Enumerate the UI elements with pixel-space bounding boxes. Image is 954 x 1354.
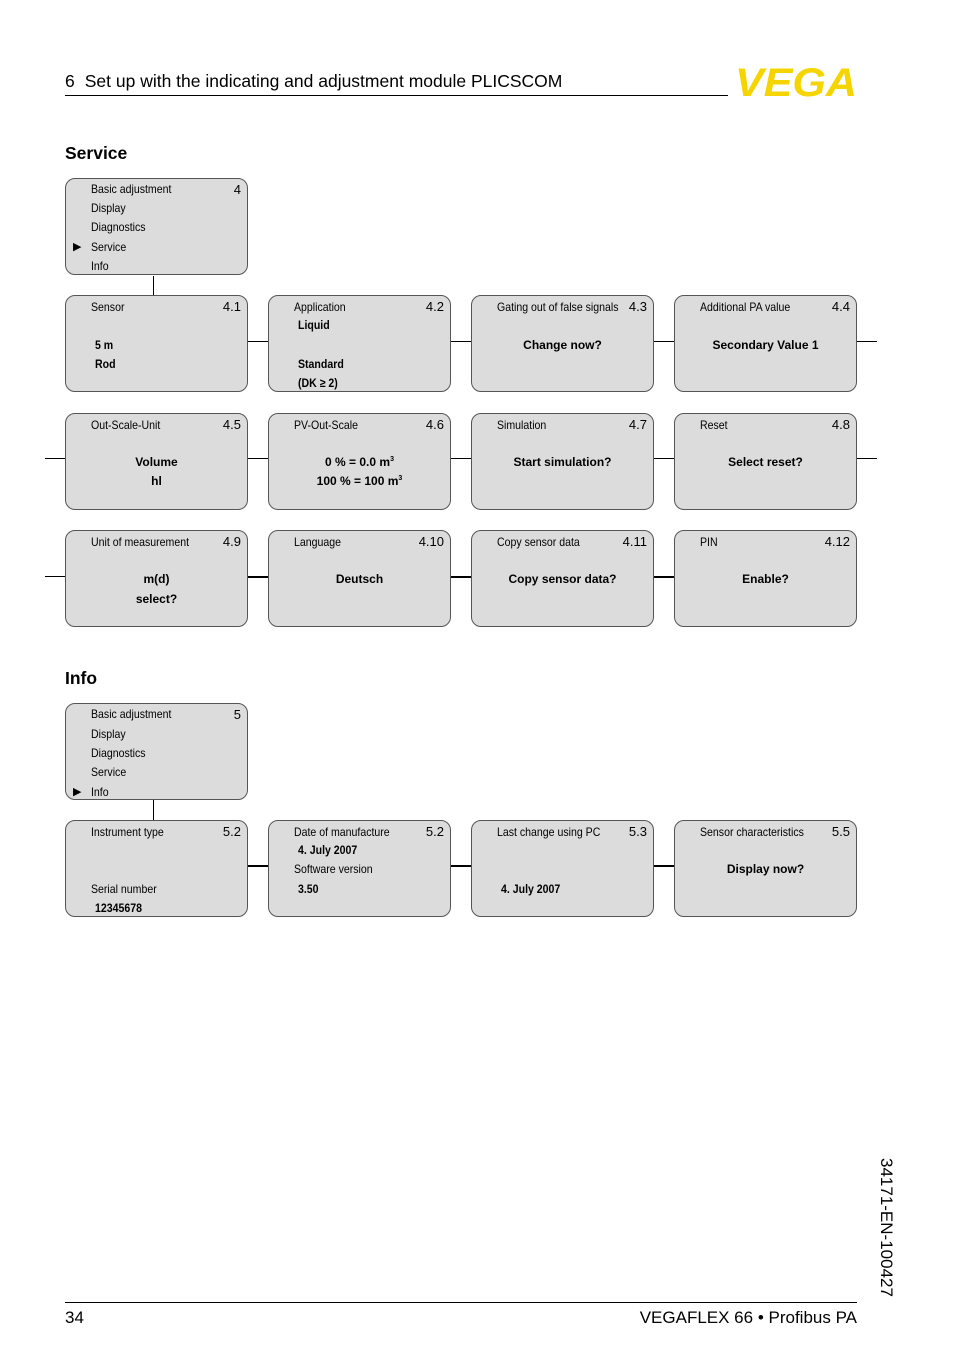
service-section-title: Service bbox=[65, 143, 128, 163]
selection-arrow-icon: ▶ bbox=[73, 241, 82, 253]
menu-item-basic-adjustment: Basic adjustment bbox=[91, 182, 172, 196]
connector-line bbox=[857, 458, 877, 459]
box-title: Application bbox=[294, 300, 346, 314]
box-number: 4.8 bbox=[831, 417, 850, 432]
box-title: Reset bbox=[700, 418, 728, 432]
connector-line bbox=[451, 341, 471, 342]
menu-number: 5 bbox=[233, 707, 241, 722]
box-number: 4.7 bbox=[628, 417, 647, 432]
box-gating-false-signals bbox=[471, 295, 654, 392]
box-label: Serial number bbox=[91, 882, 157, 896]
box-value: 100 % = 100 $m^3$ bbox=[316, 474, 403, 488]
chapter-heading bbox=[65, 71, 562, 92]
box-title: Gating out of false signals bbox=[497, 300, 619, 314]
box-number: 5.2 bbox=[425, 824, 444, 839]
connector-line bbox=[45, 576, 65, 577]
page-number: 34 bbox=[65, 1308, 84, 1327]
box-number: 4.9 bbox=[222, 534, 241, 549]
connector-line bbox=[654, 458, 674, 459]
box-value: Liquid bbox=[298, 318, 330, 332]
box-value: Copy sensor data? bbox=[508, 572, 617, 586]
box-copy-sensor-data bbox=[471, 530, 654, 627]
connector-line bbox=[451, 865, 471, 867]
box-value: Display now? bbox=[726, 862, 805, 876]
connector-line bbox=[654, 865, 674, 867]
connector-line bbox=[451, 576, 471, 578]
connector-line bbox=[248, 341, 268, 342]
box-value: 0 % = 0.0 $m^3$ bbox=[325, 455, 394, 469]
selection-arrow-icon: ▶ bbox=[73, 786, 82, 798]
box-value: Select reset? bbox=[728, 455, 803, 469]
box-title: Sensor bbox=[91, 300, 125, 314]
box-title: Language bbox=[294, 535, 341, 549]
connector-line bbox=[153, 800, 154, 820]
footer-rule bbox=[65, 1302, 857, 1303]
info-section-title: Info bbox=[65, 668, 98, 688]
box-unit-of-measurement bbox=[65, 530, 248, 627]
menu-item-service: Service bbox=[91, 765, 127, 779]
box-value: Standard bbox=[298, 357, 344, 371]
box-number: 4.5 bbox=[222, 417, 241, 432]
box-title: Last change using PC bbox=[497, 825, 601, 839]
box-value: hl bbox=[151, 474, 162, 488]
box-number: 4.11 bbox=[622, 534, 647, 549]
box-value: Start simulation? bbox=[513, 455, 612, 469]
connector-line bbox=[451, 458, 471, 459]
vega-logo bbox=[735, 64, 859, 100]
header-rule bbox=[65, 95, 728, 96]
box-sensor bbox=[65, 295, 248, 392]
box-value: Change now? bbox=[523, 338, 602, 352]
box-simulation bbox=[471, 413, 654, 510]
box-out-scale-unit bbox=[65, 413, 248, 510]
document-number: 34171-EN-100427 bbox=[877, 1158, 896, 1297]
box-value: 4. July 2007 bbox=[298, 843, 358, 857]
box-title: Date of manufacture bbox=[294, 825, 390, 839]
connector-line bbox=[153, 276, 154, 295]
connector-line bbox=[654, 341, 674, 342]
box-title: PV-Out-Scale bbox=[294, 418, 358, 432]
menu-item-service: Service bbox=[91, 240, 127, 254]
menu-item-info: Info bbox=[91, 785, 109, 799]
box-number: 5.2 bbox=[222, 824, 241, 839]
box-pv-out-scale bbox=[268, 413, 451, 510]
box-additional-pa-value bbox=[674, 295, 857, 392]
box-number: 4.1 bbox=[222, 299, 241, 314]
chapter-number: 6 bbox=[65, 71, 75, 91]
box-reset bbox=[674, 413, 857, 510]
box-value: Secondary Value 1 bbox=[712, 338, 819, 352]
box-number: 5.3 bbox=[628, 824, 647, 839]
box-value: 5 m bbox=[95, 338, 114, 352]
box-sensor-characteristics bbox=[674, 820, 857, 917]
info-menu-box bbox=[65, 703, 248, 800]
box-title: Out-Scale-Unit bbox=[91, 418, 161, 432]
box-title: Instrument type bbox=[91, 825, 164, 839]
connector-line bbox=[248, 865, 268, 867]
menu-number: 4 bbox=[233, 182, 241, 197]
menu-item-display: Display bbox=[91, 201, 126, 215]
box-language bbox=[268, 530, 451, 627]
connector-line bbox=[857, 341, 877, 342]
box-title: Additional PA value bbox=[700, 300, 791, 314]
connector-line bbox=[248, 576, 268, 578]
box-instrument-type bbox=[65, 820, 248, 917]
box-number: 4.10 bbox=[418, 534, 444, 549]
menu-item-basic-adjustment: Basic adjustment bbox=[91, 707, 172, 721]
box-value: 4. July 2007 bbox=[501, 882, 561, 896]
box-value: Enable? bbox=[742, 572, 789, 586]
service-menu-box bbox=[65, 178, 248, 275]
box-title: PIN bbox=[700, 535, 718, 549]
chapter-title: Set up with the indicating and adjustment module PLICSCOM bbox=[84, 71, 563, 91]
box-number: 4.12 bbox=[824, 534, 850, 549]
box-number: 4.3 bbox=[628, 299, 647, 314]
box-title: Sensor characteristics bbox=[700, 825, 804, 839]
menu-item-info: Info bbox=[91, 259, 109, 273]
box-value: 3.50 bbox=[298, 882, 319, 896]
menu-item-diagnostics: Diagnostics bbox=[91, 220, 146, 234]
box-value: 12345678 bbox=[95, 901, 142, 915]
box-value: Deutsch bbox=[335, 572, 384, 586]
box-application bbox=[268, 295, 451, 392]
logo-text: VEGA bbox=[735, 64, 857, 100]
box-number: 4.4 bbox=[831, 299, 850, 314]
box-value: Rod bbox=[95, 357, 116, 371]
box-value: Volume bbox=[135, 455, 178, 469]
menu-item-diagnostics: Diagnostics bbox=[91, 746, 146, 760]
connector-line bbox=[45, 458, 65, 459]
box-title: Unit of measurement bbox=[91, 535, 190, 549]
product-name: VEGAFLEX 66 • Profibus PA bbox=[639, 1308, 857, 1327]
connector-line bbox=[654, 576, 674, 578]
box-last-change-pc bbox=[471, 820, 654, 917]
box-number: 4.6 bbox=[425, 417, 444, 432]
box-pin bbox=[674, 530, 857, 627]
box-number: 5.5 bbox=[831, 824, 850, 839]
box-title: Copy sensor data bbox=[497, 535, 580, 549]
box-label: Software version bbox=[294, 862, 373, 876]
box-number: 4.2 bbox=[425, 299, 444, 314]
menu-item-display: Display bbox=[91, 727, 126, 741]
box-date-of-manufacture bbox=[268, 820, 451, 917]
box-value: (DK ≥ 2) bbox=[298, 376, 338, 390]
box-value: select? bbox=[135, 592, 178, 606]
connector-line bbox=[248, 458, 268, 459]
box-title: Simulation bbox=[497, 418, 547, 432]
box-value: m(d) bbox=[143, 572, 170, 586]
